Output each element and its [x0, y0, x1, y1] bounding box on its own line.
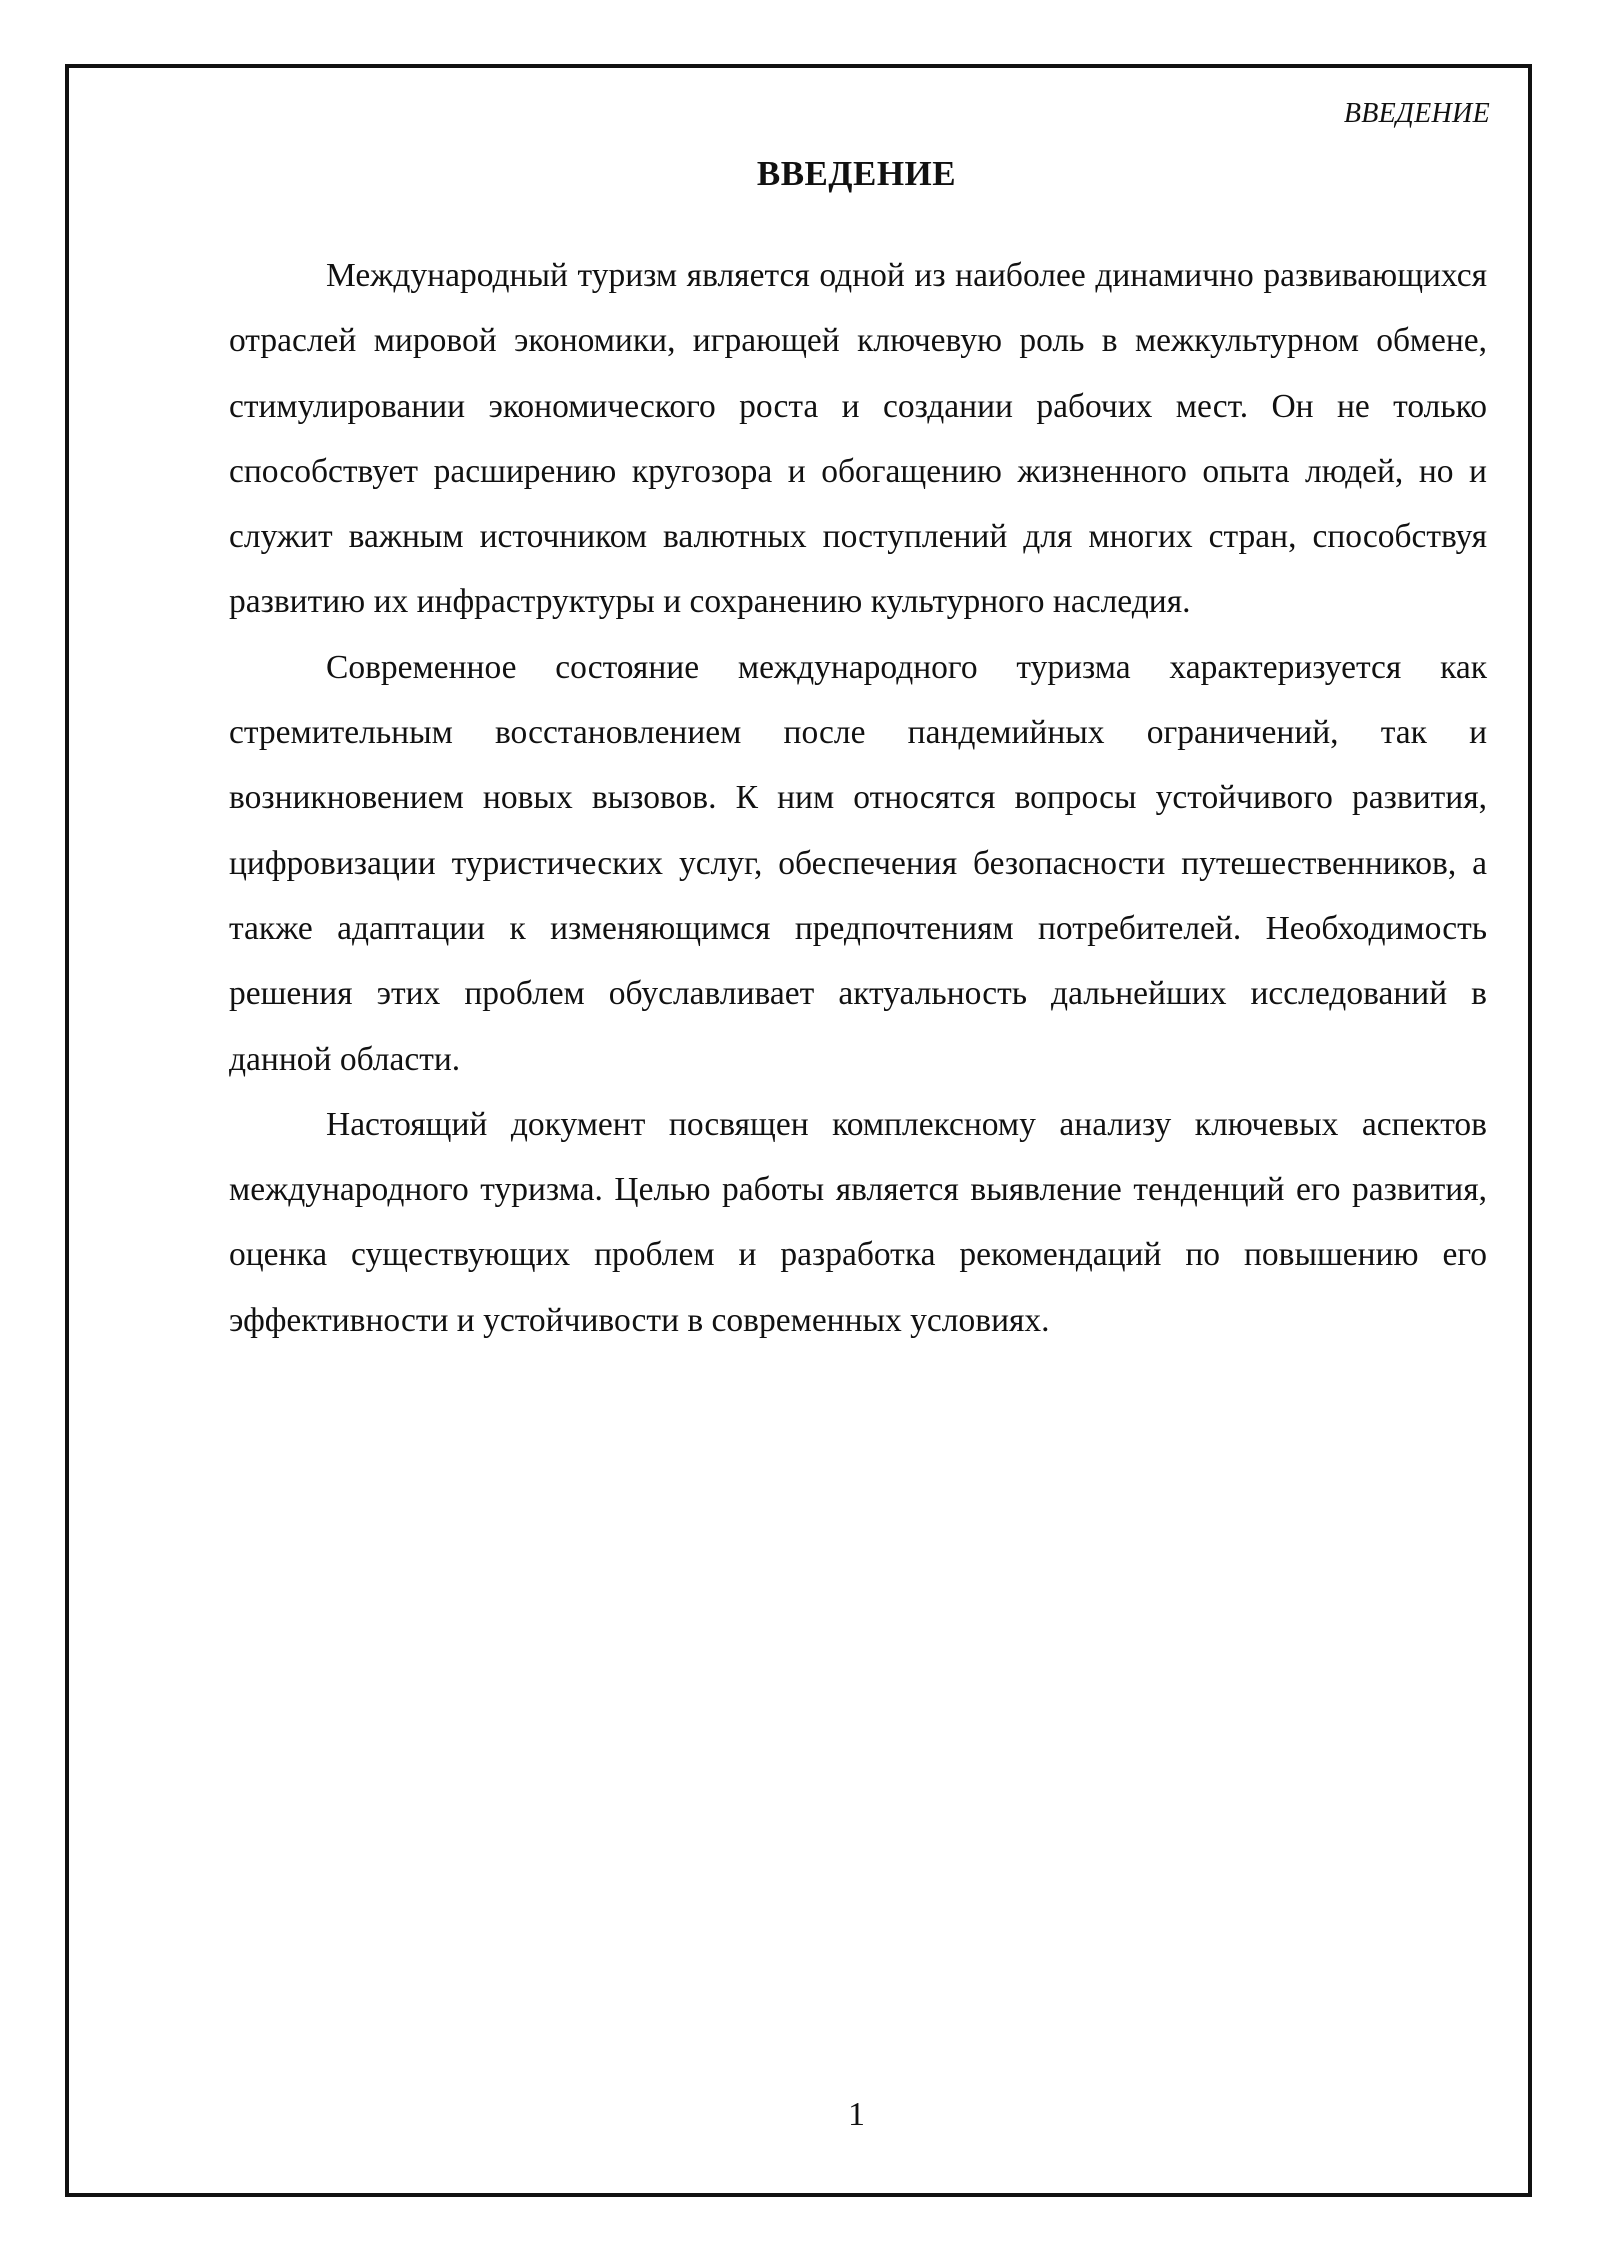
paragraph-2: Современное состояние международного туризма характеризуется как стремительным восстановлением после пандемийных ограничений, так и возникновением новых вызовов. К ним относятся вопросы устойчивого развития, цифровизации туристических услуг, обеспечения безопасности путешественников, а также адаптации к изменяющимся предпочтениям потребителей. Необходимость решения этих проблем обуславливает актуальность дальнейших исследований в данной области.: [229, 648, 1487, 1078]
paragraph-3: Настоящий документ посвящен комплексному анализу ключевых аспектов международного туризма. Целью работы является выявление тенденций его развития, оценка существующих проблем и разработка рекомендаций по повышению его эффективности и устойчивости в современных условиях.: [229, 1105, 1487, 1339]
body-text: [229, 243, 1487, 1353]
page-title: ВВЕДЕНИЕ: [756, 154, 957, 193]
running-header: ВВЕДЕНИЕ: [1343, 98, 1490, 129]
page-number: 1: [848, 2096, 865, 2133]
paragraph-1: Международный туризм является одной из наиболее динамично развивающихся отраслей мировой экономики, играющей ключевую роль в межкультурном обмене, стимулировании экономического роста и создании рабочих мест. Он не только способствует расширению кругозора и обогащению жизненного опыта людей, но и служит важным источником валютных поступлений для многих стран, способствуя развитию их инфраструктуры и сохранению культурного наследия.: [229, 257, 1487, 621]
